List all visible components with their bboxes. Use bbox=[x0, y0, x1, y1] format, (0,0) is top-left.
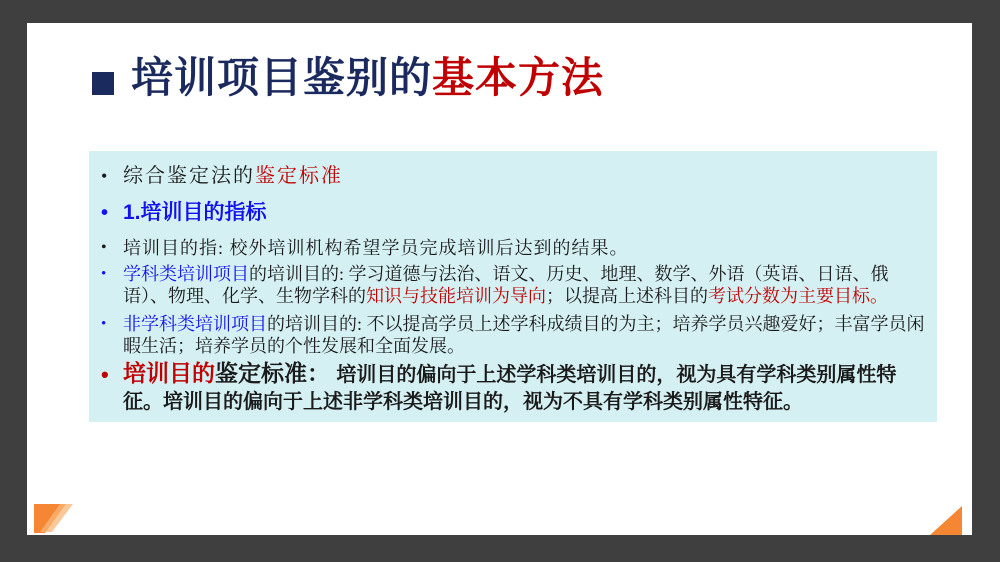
bullet-text bbox=[123, 360, 929, 416]
corner-decoration-bottom-right bbox=[927, 503, 972, 535]
bullet-icon: • bbox=[101, 316, 107, 332]
text-run-label: 鉴定标准： bbox=[215, 360, 337, 386]
text-run-highlight: 知识与技能培训为导向 bbox=[366, 286, 546, 306]
orange-triangle-icon bbox=[930, 506, 962, 535]
slide bbox=[27, 23, 972, 535]
bullet-icon: • bbox=[101, 362, 109, 387]
bullet-icon: • bbox=[101, 239, 108, 256]
text-run: 培训目的偏向于上述学科类培训目的，视为具有学科类别属性特征。培训目的偏向于上述非学科类培训目的，视为不具有学科类别属性特征。 bbox=[123, 364, 897, 413]
text-run: 的培训目的: 不以提高学员上述学科成绩目的为主；培养学员兴趣爱好；丰富学员闲暇生活；培养学员的个性发展和全面发展。 bbox=[123, 314, 925, 356]
text-run: 综合鉴定法的 bbox=[123, 165, 255, 187]
bullet-text bbox=[123, 237, 929, 259]
bullet-item-indicator-heading bbox=[99, 200, 929, 226]
text-run: 培训目的指: 校外培训机构希望学员完成培训后达到的结果。 bbox=[123, 238, 629, 258]
text-run-term: 学科类培训项目 bbox=[123, 264, 249, 284]
bullet-icon: • bbox=[101, 202, 109, 224]
bullet-text bbox=[123, 263, 929, 307]
content-panel bbox=[89, 151, 937, 422]
bullet-icon: • bbox=[101, 166, 110, 186]
bullet-text bbox=[123, 200, 929, 226]
text-run-term: 非学科类培训项目 bbox=[123, 314, 267, 334]
bullet-item-non-subject-category bbox=[99, 313, 929, 357]
bullet-item-overview bbox=[99, 164, 929, 189]
corner-decoration-bottom-left bbox=[27, 498, 127, 535]
text-run-highlight: 鉴定标准 bbox=[255, 165, 343, 187]
text-run: 的培训目的: 学习道德与法治、语文、历史、地理、数学、外语（英语、日语、俄语）、物理、化学、生物学科的 bbox=[123, 264, 889, 306]
bullet-item-subject-category bbox=[99, 263, 929, 307]
page-title bbox=[131, 54, 604, 102]
bullet-text bbox=[123, 313, 929, 357]
text-run-heading: 1.培训目的指标 bbox=[123, 201, 267, 224]
bullet-item-criteria bbox=[99, 360, 929, 416]
bullet-item-definition bbox=[99, 237, 929, 259]
title-text-highlight: 基本方法 bbox=[432, 54, 605, 101]
text-run-highlight: 考试分数为主要目标。 bbox=[708, 286, 888, 306]
text-run-term: 培训目的 bbox=[123, 360, 215, 386]
title-text-primary: 培训项目鉴别的 bbox=[131, 54, 433, 101]
bullet-icon: • bbox=[101, 266, 107, 282]
title-bullet-square-icon bbox=[92, 72, 114, 95]
text-run: ；以提高上述科目的 bbox=[546, 286, 708, 306]
bullet-text bbox=[123, 164, 929, 189]
